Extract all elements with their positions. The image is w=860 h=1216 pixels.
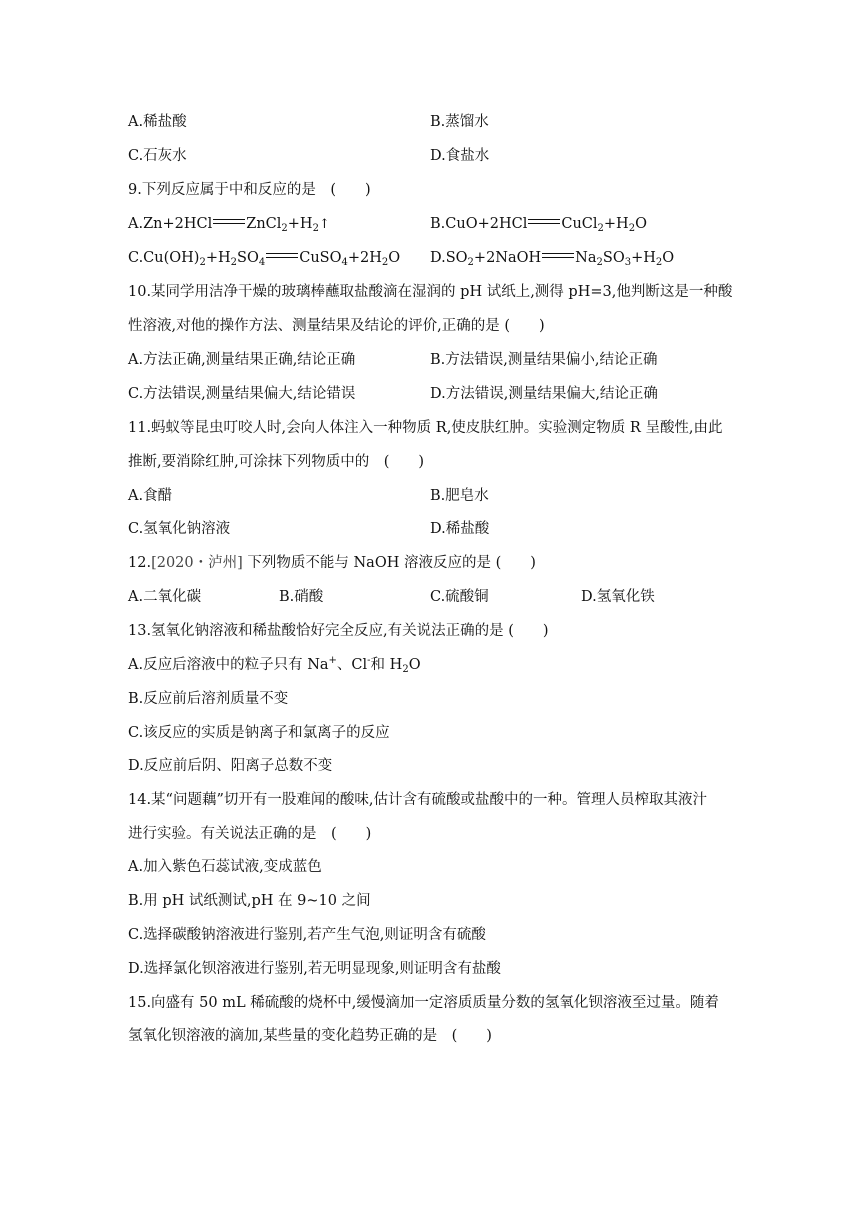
q11-option-b: B.肥皂水 xyxy=(430,488,489,504)
q12-option-d: D.氢氧化铁 xyxy=(581,589,655,605)
q14-stem-line-1: 14.某“问题藕”切开有一股难闻的酸味,估计含有硫酸或盐酸中的一种。管理人员榨取其液汁 xyxy=(128,792,707,808)
q11-stem-line-2: 推断,要消除红肿,可涂抹下列物质中的 ( ) xyxy=(128,454,425,470)
q12-source-tag: [2020・泸州] xyxy=(151,555,243,571)
equals-sign xyxy=(542,253,574,258)
q11-option-c: C.氢氧化钠溶液 xyxy=(128,521,231,537)
q12-option-c: C.硫酸铜 xyxy=(430,589,489,605)
q13-option-d: D.反应前后阴、阳离子总数不变 xyxy=(128,758,333,774)
q9-option-a: A.Zn+2HCl $ZnCl_2+H_2↑$ xyxy=(128,216,330,234)
q12-option-b: B.硝酸 xyxy=(279,589,324,605)
q9-option-b: B.CuO+2HCl $CuCl_2+H_2O$ xyxy=(430,216,647,234)
q10-stem-line-2: 性溶液,对他的操作方法、测量结果及结论的评价,正确的是 ( ) xyxy=(128,318,545,334)
q8-option-d: D.食盐水 xyxy=(430,148,490,164)
q12-option-a: A.二氧化碳 xyxy=(128,589,202,605)
q13-option-c: C.该反应的实质是钠离子和氯离子的反应 xyxy=(128,725,390,741)
q13-option-a: A.反应后溶液中的粒子只有 Na+、Cl-和 $H_2O$ xyxy=(128,655,421,675)
q14-option-b: B.用 pH 试纸测试,pH 在 9~10 之间 xyxy=(128,893,371,909)
q10-stem-line-1: 10.某同学用洁净干燥的玻璃棒蘸取盐酸滴在湿润的 pH 试纸上,测得 pH=3,他判断这是一种酸 xyxy=(128,284,733,300)
q14-option-c: C.选择碳酸钠溶液进行鉴别,若产生气泡,则证明含有硫酸 xyxy=(128,927,486,943)
q12-number: 12. xyxy=(128,555,152,571)
q11-option-a: A.食醋 xyxy=(128,488,173,504)
q12-stem-text: 下列物质不能与 NaOH 溶液反应的是 ( ) xyxy=(242,555,536,571)
q13-option-b: B.反应前后溶剂质量不变 xyxy=(128,691,289,707)
q11-stem-line-1: 11.蚂蚁等昆虫叮咬人时,会向人体注入一种物质 R,使皮肤红肿。实验测定物质 R 呈酸性,由此 xyxy=(128,420,723,436)
q15-stem-line-2: 氢氧化钡溶液的滴加,某些量的变化趋势正确的是 ( ) xyxy=(128,1028,492,1044)
gas-arrow-icon: ↑ xyxy=(318,217,330,232)
q11-option-d: D.稀盐酸 xyxy=(430,521,490,537)
q13-stem: 13.氢氧化钠溶液和稀盐酸恰好完全反应,有关说法正确的是 ( ) xyxy=(128,623,549,639)
q10-option-b: B.方法错误,测量结果偏小,结论正确 xyxy=(430,352,658,368)
q14-option-a: A.加入紫色石蕊试液,变成蓝色 xyxy=(128,859,322,875)
q12-stem xyxy=(128,553,536,573)
q8-option-b: B.蒸馏水 xyxy=(430,114,489,130)
equals-sign xyxy=(213,219,245,224)
equals-sign xyxy=(528,219,560,224)
q10-option-a: A.方法正确,测量结果正确,结论正确 xyxy=(128,352,356,368)
q15-stem-line-1: 15.向盛有 50 mL 稀硫酸的烧杯中,缓慢滴加一定溶质质量分数的氢氧化钡溶液至过量。随着 xyxy=(128,995,719,1011)
q8-option-c: C.石灰水 xyxy=(128,148,187,164)
q9-stem: 9.下列反应属于中和反应的是 ( ) xyxy=(128,182,371,198)
q9-option-d: $D.SO_2+2NaOH$ $Na_2SO_3+H_2O$ xyxy=(430,250,675,268)
q14-stem-line-2: 进行实验。有关说法正确的是 ( ) xyxy=(128,826,372,842)
equals-sign xyxy=(266,253,298,258)
q14-option-d: D.选择氯化钡溶液进行鉴别,若无明显现象,则证明含有盐酸 xyxy=(128,961,501,977)
q8-option-a: A.稀盐酸 xyxy=(128,114,187,130)
q10-option-c: C.方法错误,测量结果偏大,结论错误 xyxy=(128,386,356,402)
q9-option-c: $C.Cu(OH)_2+H_2SO_4$ $CuSO_4+2H_2O$ xyxy=(128,250,401,268)
q10-option-d: D.方法错误,测量结果偏大,结论正确 xyxy=(430,386,658,402)
